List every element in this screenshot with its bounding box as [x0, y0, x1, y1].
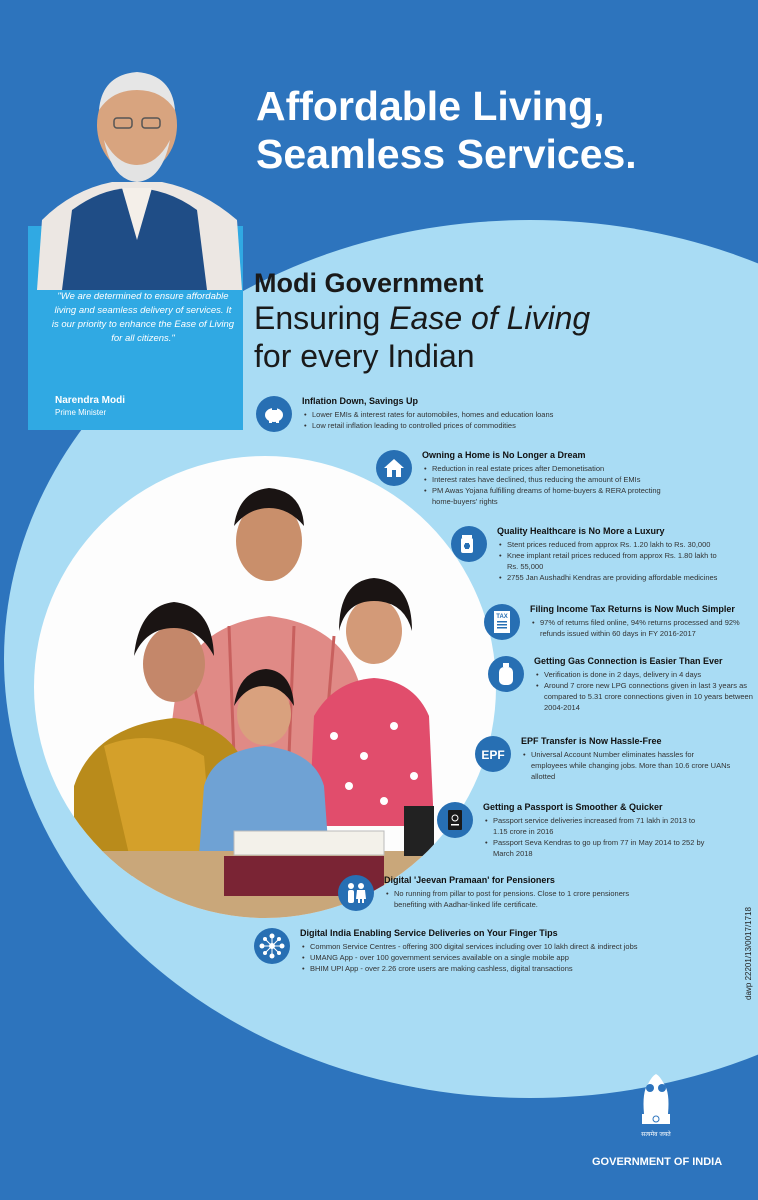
- item-bullet: • No running from pillar to post for pensions. Close to 1 crore pensioners benefiting with Aadhar-linked life certificate.: [394, 888, 659, 910]
- family-illustration: [34, 456, 496, 918]
- network-icon: [254, 928, 290, 964]
- government-of-india: GOVERNMENT OF INDIA: [592, 1156, 723, 1168]
- title-line-2: Seamless Services.: [256, 131, 637, 177]
- item-title: Digital 'Jeevan Pramaan' for Pensioners: [384, 875, 555, 885]
- item-bullet: • Verification is done in 2 days, delivery in 4 days: [544, 669, 754, 680]
- epf-icon-label: EPF: [481, 748, 505, 762]
- epf-icon: [475, 736, 511, 772]
- item-bullet: • PM Awas Yojana fulfilling dreams of home-buyers & RERA protecting home-buyers' rights: [432, 485, 662, 507]
- item-bullet: • Universal Account Number eliminates hassles for employees while changing jobs. More than 10.6 crore UANs allotted: [531, 749, 731, 782]
- item-bullet: • Common Service Centres - offering 300 digital services including over 10 lakh direct & indirect jobs: [310, 941, 655, 952]
- medicine-icon: [451, 526, 487, 562]
- headline-government: Modi Government: [254, 268, 484, 298]
- family-photo: [34, 456, 496, 918]
- headline-every-indian: for every Indian: [254, 338, 475, 374]
- item-bullet: • Passport Seva Kendras to go up from 77 in May 2014 to 252 by March 2018: [493, 837, 708, 859]
- item-bullet: • Passport service deliveries increased from 71 lakh in 2013 to 1.15 crore in 2016: [493, 815, 708, 837]
- item-bullet: • Reduction in real estate prices after Demonetisation: [432, 463, 662, 474]
- item-title: Filing Income Tax Returns is Now Much Simpler: [530, 604, 735, 614]
- pm-portrait: [32, 70, 242, 290]
- gas-cylinder-icon: [488, 656, 524, 692]
- item-title: Getting a Passport is Smoother & Quicker: [483, 802, 663, 812]
- national-emblem: [634, 1070, 678, 1142]
- elderly-couple-icon: [338, 875, 374, 911]
- headline-emphasis: Ease of Living: [389, 300, 591, 336]
- headline-prefix: Ensuring: [254, 300, 390, 336]
- item-bullet: • 2755 Jan Aushadhi Kendras are providing affordable medicines: [507, 572, 722, 583]
- tax-icon-label: TAX: [496, 614, 508, 620]
- headline-ease-of-living: [254, 300, 590, 336]
- main-title: [256, 82, 637, 178]
- pm-quote: "We are determined to ensure affordable living and seamless delivery of services. It is our priority to enhance the Ease of Living for all citizens.": [51, 291, 235, 344]
- item-bullet: • UMANG App - over 100 government services available on a single mobile app: [310, 952, 655, 963]
- quote-role: Prime Minister: [55, 408, 107, 417]
- item-title: Owning a Home is No Longer a Dream: [422, 450, 586, 460]
- item-bullet: • 97% of returns filed online, 94% returns processed and 92% refunds issued within 60 days in FY 2016-2017: [540, 617, 740, 639]
- item-title: Inflation Down, Savings Up: [302, 396, 419, 406]
- item-title: Quality Healthcare is No More a Luxury: [497, 526, 665, 536]
- item-bullet: • Low retail inflation leading to controlled prices of commodities: [312, 420, 553, 431]
- tax-form-icon: [484, 604, 520, 640]
- quote-name: Narendra Modi: [55, 395, 126, 406]
- item-bullet: • Knee implant retail prices reduced from approx Rs. 1.80 lakh to Rs. 55,000: [507, 550, 722, 572]
- item-bullet: • Lower EMIs & interest rates for automobiles, homes and education loans: [312, 409, 553, 420]
- item-title: Getting Gas Connection is Easier Than Ever: [534, 656, 723, 666]
- item-title: EPF Transfer is Now Hassle-Free: [521, 736, 662, 746]
- house-icon: [376, 450, 412, 486]
- title-line-1: Affordable Living,: [256, 83, 605, 129]
- item-title: Digital India Enabling Service Deliveries on Your Finger Tips: [300, 928, 558, 938]
- emblem-motto: सत्यमेव जयते: [641, 1131, 671, 1138]
- item-bullet: • Around 7 crore new LPG connections given in last 3 years as compared to 5.31 crore connections given in 10 years between 2004-2014: [544, 680, 754, 713]
- davp-code: davp 22201/13/0017/1718: [744, 907, 753, 1000]
- item-bullet: • Stent prices reduced from approx Rs. 1.20 lakh to Rs. 30,000: [507, 539, 722, 550]
- piggy-bank-icon: [256, 396, 292, 432]
- passport-icon: [437, 802, 473, 838]
- item-bullet: • Interest rates have declined, thus reducing the amount of EMIs: [432, 474, 662, 485]
- item-bullet: • BHIM UPI App - over 2.26 crore users are making cashless, digital transactions: [310, 963, 655, 974]
